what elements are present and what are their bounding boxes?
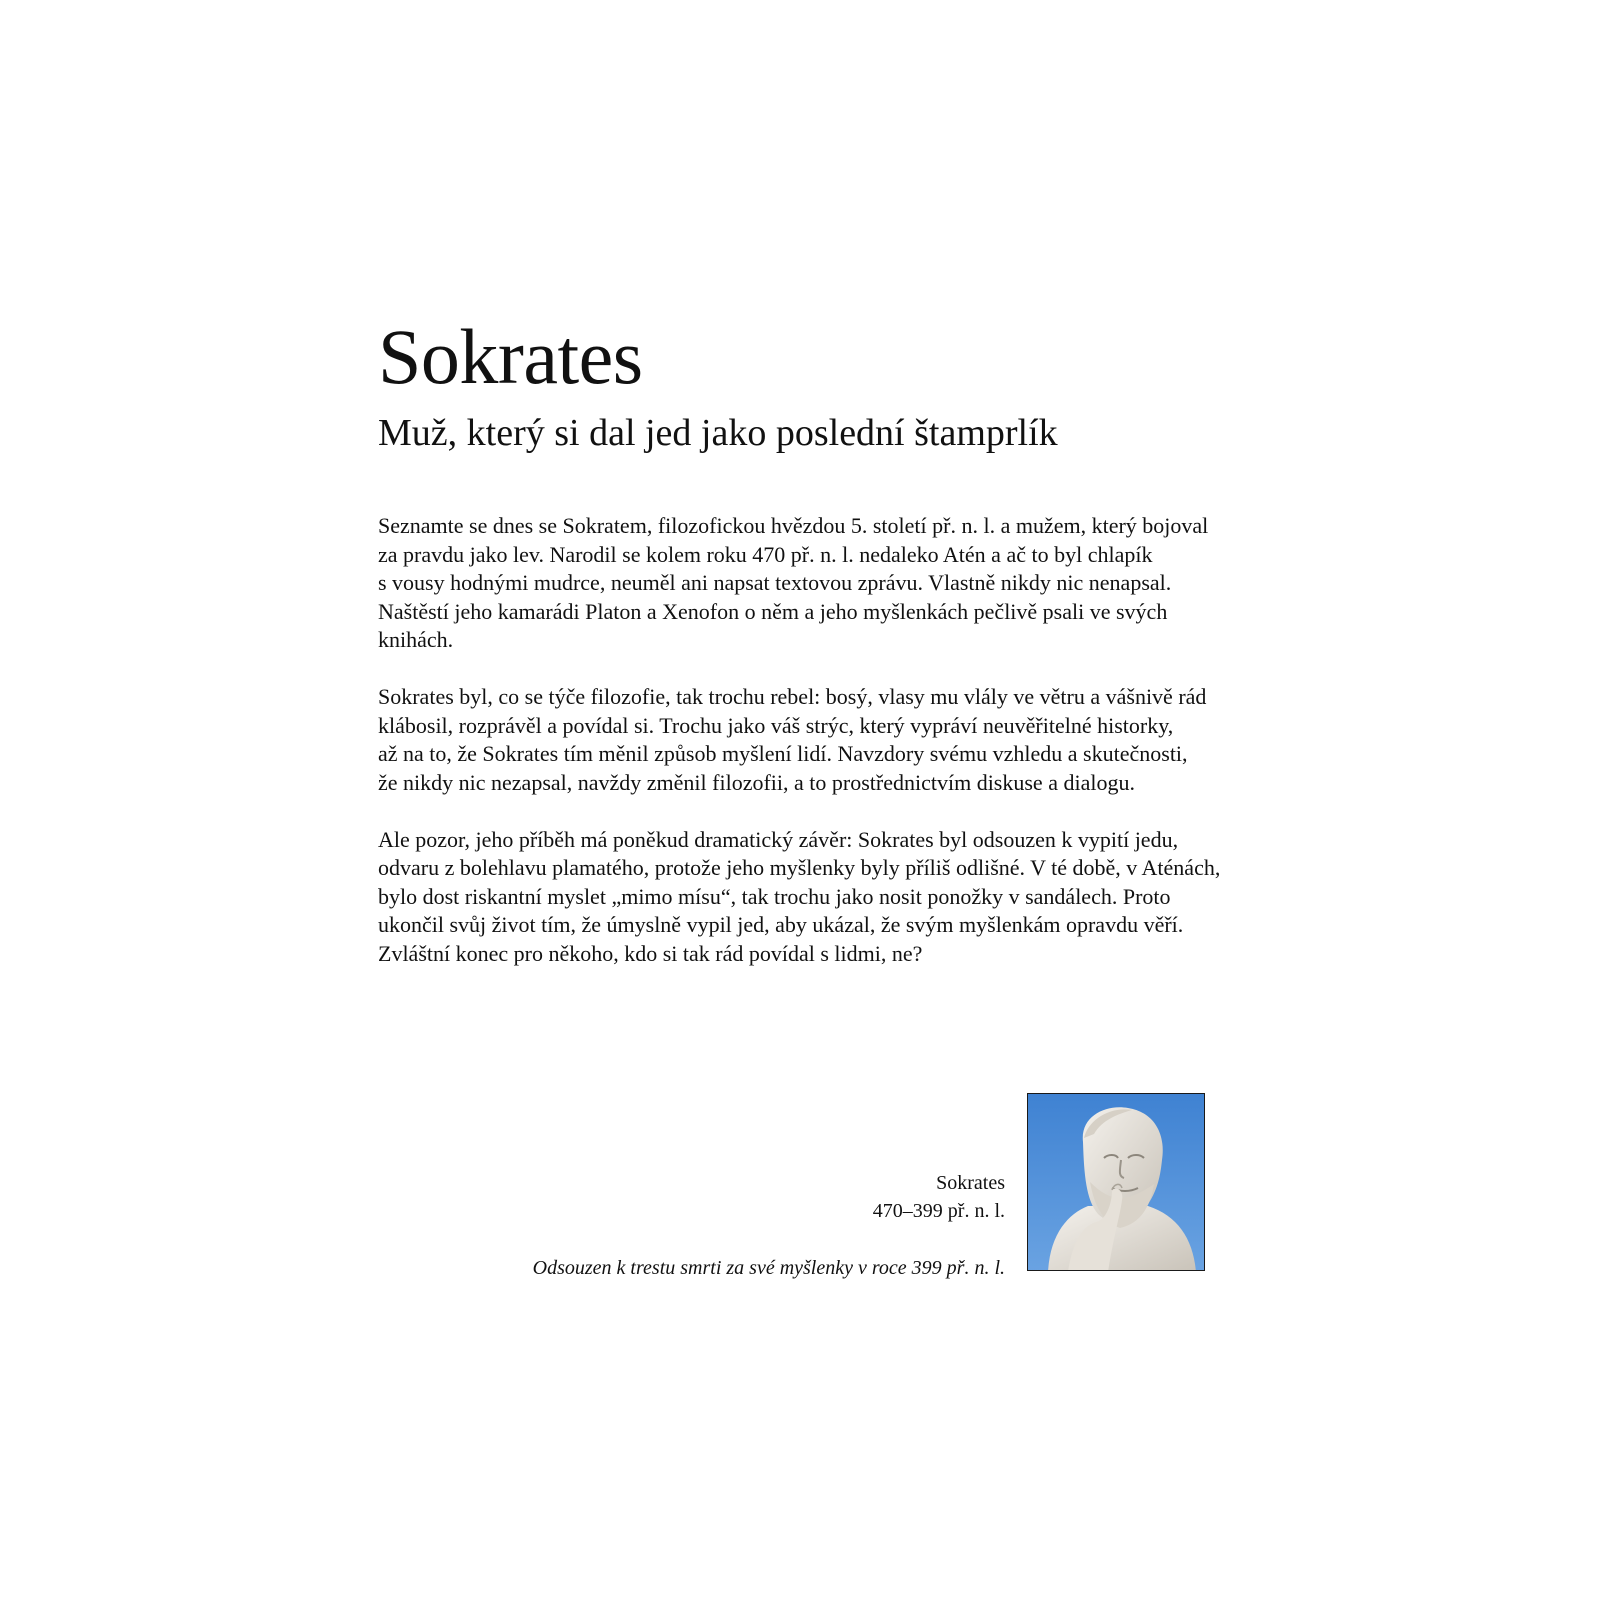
- article-body: [378, 512, 1221, 997]
- paragraph-2: [378, 683, 1218, 797]
- text-line: bylo dost riskantní myslet „mimo mísu“, tak trochu jako nosit ponožky v sandálech. Proto: [378, 883, 1171, 909]
- text-line: ukončil svůj život tím, že úmyslně vypil jed, aby ukázal, že svým myšlenkám opravdu věří.: [378, 912, 1184, 937]
- text-line: Ale pozor, jeho příběh má poněkud dramatický závěr: Sokrates byl odsouzen k vypití jedu,: [378, 826, 1179, 852]
- caption-years: 470–399 př. n. l.: [872, 1200, 1005, 1222]
- text-line: že nikdy nic nezapsal, navždy změnil filozofii, a to prostřednictvím diskuse a dialogu.: [378, 769, 1135, 795]
- statue-illustration: [1028, 1094, 1205, 1271]
- paragraph-1: [378, 512, 1218, 655]
- caption-name: Sokrates: [936, 1172, 1005, 1194]
- text-line: s vousy hodnými mudrce, neuměl ani napsat textovou zprávu. Vlastně nikdy nic nenapsal.: [378, 570, 1172, 595]
- caption-note: Odsouzen k trestu smrti za své myšlenky v roce 399 př. n. l.: [532, 1257, 1005, 1279]
- text-line: Zvláštní konec pro někoho, kdo si tak rád povídal s lidmi, ne?: [378, 940, 923, 966]
- text-line: za pravdu jako lev. Narodil se kolem roku 470 př. n. l. nedaleko Atén a ač to byl chlapík: [378, 541, 1153, 567]
- text-line: odvaru z bolehlavu plamatého, protože jeho myšlenky byly příliš odlišné. V té době, v Aténách,: [378, 855, 1221, 880]
- paragraph-3: [378, 826, 1221, 969]
- page-title: Sokrates: [378, 313, 643, 400]
- socrates-statue-image: [1027, 1093, 1205, 1271]
- text-line: Naštěstí jeho kamarádi Platon a Xenofon o něm a jeho myšlenkách pečlivě psali ve svých: [378, 598, 1168, 624]
- text-line: až na to, že Sokrates tím měnil způsob myšlení lidí. Navzdory svému vzhledu a skutečnosti,: [378, 741, 1188, 766]
- text-line: Seznamte se dnes se Sokratem, filozofickou hvězdou 5. století př. n. l. a mužem, který bojoval: [378, 513, 1209, 538]
- text-line: Sokrates byl, co se týče filozofie, tak trochu rebel: bosý, vlasy mu vlály ve větru a vášnivě rád: [378, 684, 1207, 709]
- page-subtitle: Muž, který si dal jed jako poslední štamprlík: [378, 412, 1058, 454]
- text-line: knihách.: [378, 627, 454, 652]
- text-line: klábosil, rozprávěl a povídal si. Trochu jako váš strýc, který vypráví neuvěřitelné historky,: [378, 712, 1174, 738]
